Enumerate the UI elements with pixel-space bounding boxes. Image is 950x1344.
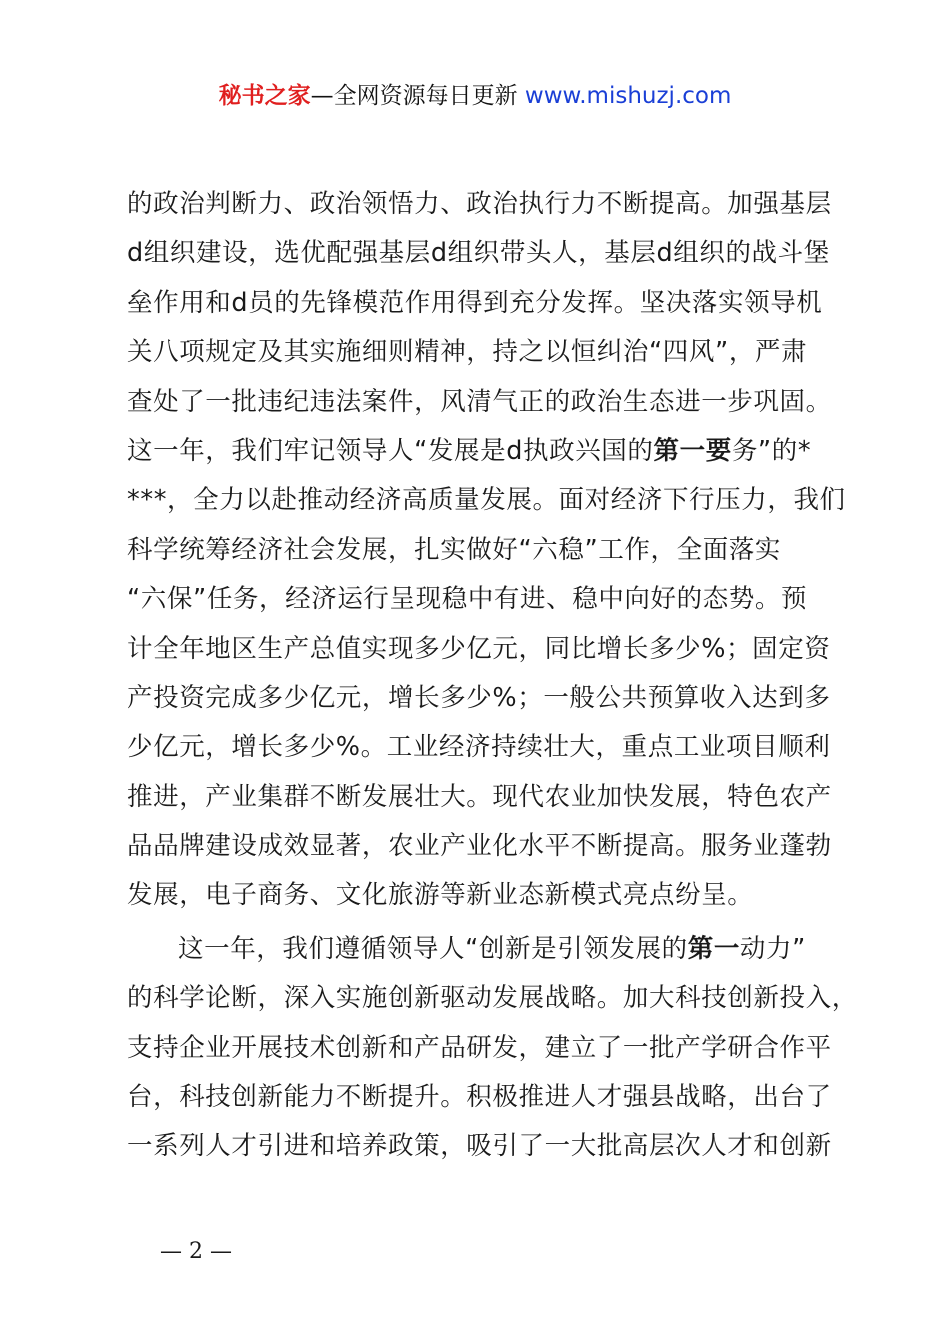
body-line: 产投资完成多少亿元，增长多少%；一般公共预算收入达到多	[127, 682, 831, 713]
body-line: 关八项规定及其实施细则精神，持之以恒纠治“四风”，严肃	[127, 337, 808, 368]
site-url-link[interactable]: www.mishuzj.com	[524, 83, 732, 109]
body-line: 的科学论断，深入实施创新驱动发展战略。加大科技创新投入，	[127, 983, 858, 1014]
page-header	[0, 80, 950, 112]
bold-text-run: 第一要	[653, 435, 732, 466]
paragraph-start-line	[127, 925, 837, 974]
body-text-run: 这一年，我们牢记领导人“发展是d执政兴国的	[127, 435, 654, 466]
body-line: 推进，产业集群不断发展壮大。现代农业加快发展，特色农产	[127, 781, 832, 812]
page-number: — 2 —	[160, 1239, 232, 1264]
body-line: 品品牌建设成效显著，农业产业化水平不断提高。服务业蓬勃	[127, 831, 832, 862]
body-line: 一系列人才引进和培养政策，吸引了一大批高层次人才和创新	[127, 1131, 832, 1162]
body-line-mixed	[127, 427, 837, 476]
body-line: 计全年地区生产总值实现多少亿元，同比增长多少%；固定资	[127, 633, 831, 664]
body-line: 发展，电子商务、文化旅游等新业态新模式亮点纷呈。	[127, 880, 754, 911]
header-tagline: —全网资源每日更新	[310, 83, 525, 109]
document-body	[127, 180, 858, 1172]
body-line: d组织建设，选优配强基层d组织带头人，基层d组织的战斗堡	[127, 238, 830, 269]
body-text-run: 动力”	[739, 933, 806, 964]
body-line: 支持企业开展技术创新和产品研发，建立了一批产学研合作平	[127, 1032, 832, 1063]
body-line: 台，科技创新能力不断提升。积极推进人才强县战略，出台了	[127, 1082, 832, 1113]
body-text-run: 这一年，我们遵循领导人“创新是引领发展的	[178, 933, 688, 964]
body-line: 少亿元，增长多少%。工业经济持续壮大，重点工业项目顺利	[127, 732, 831, 763]
body-line: 的政治判断力、政治领悟力、政治执行力不断提高。加强基层	[127, 189, 832, 219]
body-text-run: 务”的*	[731, 435, 812, 466]
body-line: 科学统筹经济社会发展，扎实做好“六稳”工作，全面落实	[127, 534, 782, 565]
brand-name: 秘书之家	[218, 83, 311, 109]
body-line: ***，全力以赴推动经济高质量发展。面对经济下行压力，我们	[127, 485, 846, 516]
body-line: “六保”任务，经济运行呈现稳中有进、稳中向好的态势。预	[127, 584, 808, 615]
bold-text-run: 第一	[687, 933, 740, 964]
body-line: 垒作用和d员的先锋模范作用得到充分发挥。坚决落实领导机	[127, 287, 823, 318]
body-line: 查处了一批违纪违法案件，风清气正的政治生态进一步巩固。	[127, 386, 832, 417]
